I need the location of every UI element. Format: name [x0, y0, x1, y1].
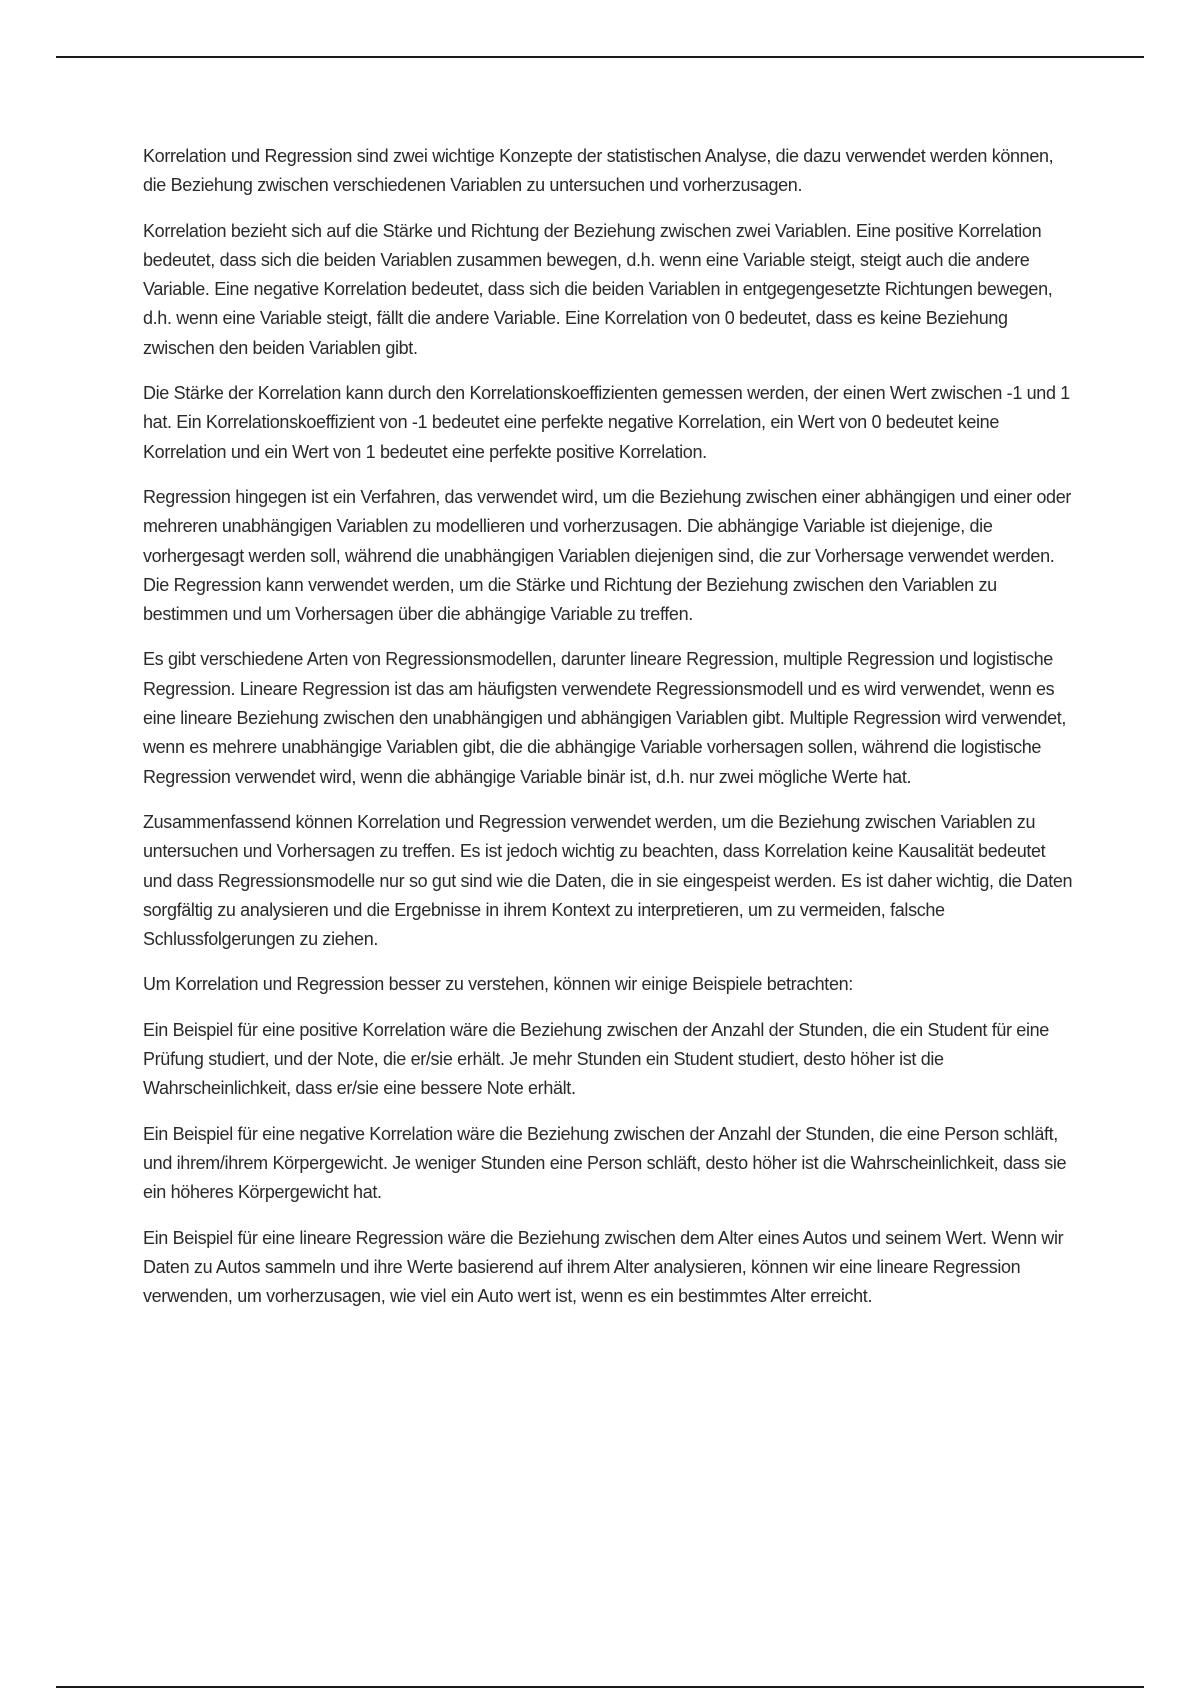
header-rule — [56, 56, 1144, 58]
paragraph-example-negative: Ein Beispiel für eine negative Korrelation wäre die Beziehung zwischen der Anzahl der Stunden, die eine Person schläft, und ihrem/ihrem Körpergewicht. Je weniger Stunden eine Person schläft, desto höher ist die Wahrscheinlichkeit, dass sie ein höheres Körpergewicht hat. — [143, 1123, 1067, 1203]
document-body — [143, 142, 1073, 1327]
footer-rule — [56, 1686, 1144, 1688]
paragraph-examples-intro: Um Korrelation und Regression besser zu verstehen, können wir einige Beispiele betrachten: — [143, 974, 853, 995]
paragraph-regression-types: Es gibt verschiedene Arten von Regressionsmodellen, darunter lineare Regression, multiple Regression und logistische Regression. Lineare Regression ist das am häufigsten verwendete Regressionsmodell und es wird verwendet, wenn es eine lineare Beziehung zwischen den unabhängigen und abhängigen Variablen gibt. Multiple Regression wird verwendet, wenn es mehrere unabhängige Variablen gibt, die die abhängige Variable vorhersagen sollen, während die logistische Regression verwendet wird, wenn die abhängige Variable binär ist, d.h. nur zwei mögliche Werte hat. — [143, 649, 1067, 787]
paragraph-correlation-coefficient: Die Stärke der Korrelation kann durch den Korrelationskoeffizienten gemessen werden, der einen Wert zwischen -1 und 1 hat. Ein Korrelationskoeffizient von -1 bedeutet eine perfekte negative Korrelation, ein Wert von 0 bedeutet keine Korrelation und ein Wert von 1 bedeutet eine perfekte positive Korrelation. — [143, 383, 1070, 462]
paragraph-regression-definition: Regression hingegen ist ein Verfahren, das verwendet wird, um die Beziehung zwischen einer abhängigen und einer oder mehreren unabhängigen Variablen zu modellieren und vorherzusagen. Die abhängige Variable ist diejenige, die vorhergesagt werden soll, während die unabhängigen Variablen diejenigen sind, die zur Vorhersage verwendet werden. Die Regression kann verwendet werden, um die Stärke und Richtung der Beziehung zwischen den Variablen zu bestimmen und um Vorhersagen über die abhängige Variable zu treffen. — [143, 486, 1072, 625]
paragraph-example-linear: Ein Beispiel für eine lineare Regression wäre die Beziehung zwischen dem Alter eines Autos und seinem Wert. Wenn wir Daten zu Autos sammeln und ihre Werte basierend auf ihrem Alter analysieren, können wir eine lineare Regression verwenden, um vorherzusagen, wie viel ein Auto wert ist, wenn es ein bestimmtes Alter erreicht. — [143, 1227, 1064, 1307]
paragraph-example-positive: Ein Beispiel für eine positive Korrelation wäre die Beziehung zwischen der Anzahl der Stunden, die ein Student für eine Prüfung studiert, und der Note, die er/sie erhält. Je mehr Stunden ein Student studiert, desto höher ist die Wahrscheinlichkeit, dass er/sie eine bessere Note erhält. — [143, 1019, 1049, 1099]
paragraph-summary: Zusammenfassend können Korrelation und Regression verwendet werden, um die Beziehung zwischen Variablen zu untersuchen und Vorhersagen zu treffen. Es ist jedoch wichtig zu beachten, dass Korrelation keine Kausalität bedeutet und dass Regressionsmodelle nur so gut sind wie die Daten, die in sie eingespeist werden. Es ist daher wichtig, die Daten sorgfältig zu analysieren und die Ergebnisse in ihrem Kontext zu interpretieren, um zu vermeiden, falsche Schlussfolgerungen zu ziehen. — [143, 811, 1073, 950]
paragraph-intro: Korrelation und Regression sind zwei wichtige Konzepte der statistischen Analyse, die dazu verwendet werden können, die Beziehung zwischen verschiedenen Variablen zu untersuchen und vorherzusagen. — [143, 146, 1054, 196]
paragraph-correlation-definition: Korrelation bezieht sich auf die Stärke und Richtung der Beziehung zwischen zwei Variablen. Eine positive Korrelation bedeutet, dass sich die beiden Variablen zusammen bewegen, d.h. wenn eine Variable steigt, steigt auch die andere Variable. Eine negative Korrelation bedeutet, dass sich die beiden Variablen in entgegengesetzte Richtungen bewegen, d.h. wenn eine Variable steigt, fällt die andere Variable. Eine Korrelation von 0 bedeutet, dass es keine Beziehung zwischen den beiden Variablen gibt. — [143, 220, 1053, 358]
